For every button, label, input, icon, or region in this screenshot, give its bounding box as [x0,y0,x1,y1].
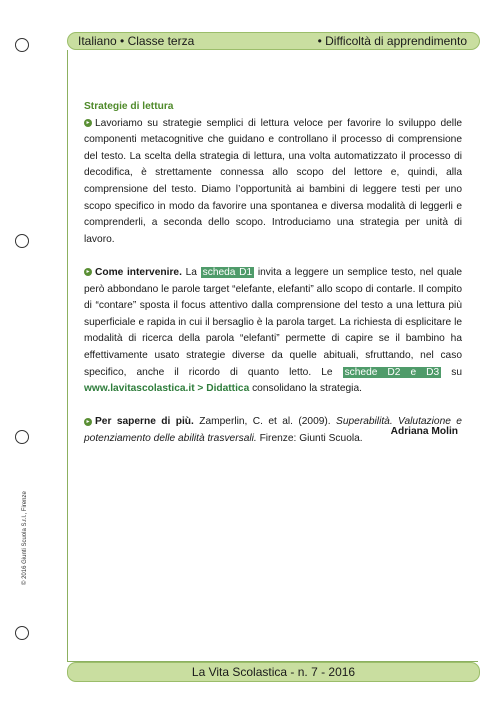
binder-hole-3 [15,430,29,444]
website-link[interactable]: www.lavitascolastica.it > Didattica [84,383,250,395]
bullet-icon: ▸ [84,119,92,127]
page-header [67,32,480,50]
binder-hole-2 [15,234,29,248]
left-rule [67,50,68,662]
binder-hole-4 [15,626,29,640]
bullet-icon: ▸ [84,418,92,426]
paragraph-more: ▸ Per saperne di più. Zamperlin, C. et al. (2009). Superabilità. Valutazione e potenziamento delle abilità trasversali. Firenze: Giunti Scuola. [84,416,462,444]
author-name: Adriana Molin [390,426,458,437]
book-title: Superabilità. Valutazione e potenziamento delle abilità trasversali. [84,416,462,444]
copyright-text: © 2016 Giunti Scuola S.r.l., Firenze [22,491,28,585]
paragraph-intro: ▸ Lavoriamo su strategie semplici di lettura veloce per favorire lo sviluppo delle componenti metacognitive che guidano e controllano il processo di comprensione del testo. La scelta della strategia di lettura, una volta automatizzato il processo di decodifica, è strettamente connessa allo scopo del lettore e, quindi, alla comprensione del testo. Diamo l’opportunità ai bambini di leggere testi per uno scopo specifico in modo da favorire una spontanea e diversa modalità di leggerli e comprenderli, a seconda dello scopo. Introduciamo una strategia per unità di lavoro. [84,117,462,245]
section-title: Strategie di lettura [84,101,174,112]
page-footer: La Vita Scolastica - n. 7 - 2016 [67,662,480,682]
binder-hole-1 [15,38,29,52]
sheet-d2-d3-tag: schede D2 e D3 [344,366,440,378]
paragraph-how: ▸ Come intervenire. La scheda D1 invita a leggere un semplice testo, nel quale però abbondano le parole target “elefante, elefanti” allo scopo di contarle. Il compito di “contare” sposta il focus attentivo dalla comprensione del testo a una lettura più superficiale e rapida in cui il bersaglio è la parola target. La richiesta di esplicitare le modalità di ricerca della parola “elefanti” permette di capire se il bambino ha effettivamente usato strategie diverse da quelle abituali, sfruttando, nel caso specifico, anche il ricordo di quanto letto. Le schede D2 e D3 su www.lavitascolastica.it > Didattica consolidano la strategia. [84,266,462,395]
sheet-d1-tag: scheda D1 [202,266,253,278]
article-body [84,99,462,464]
header-topic: • Difficoltà di apprendimento [317,34,467,48]
bullet-icon: ▸ [84,268,92,276]
header-subject: Italiano • Classe terza [78,34,195,48]
